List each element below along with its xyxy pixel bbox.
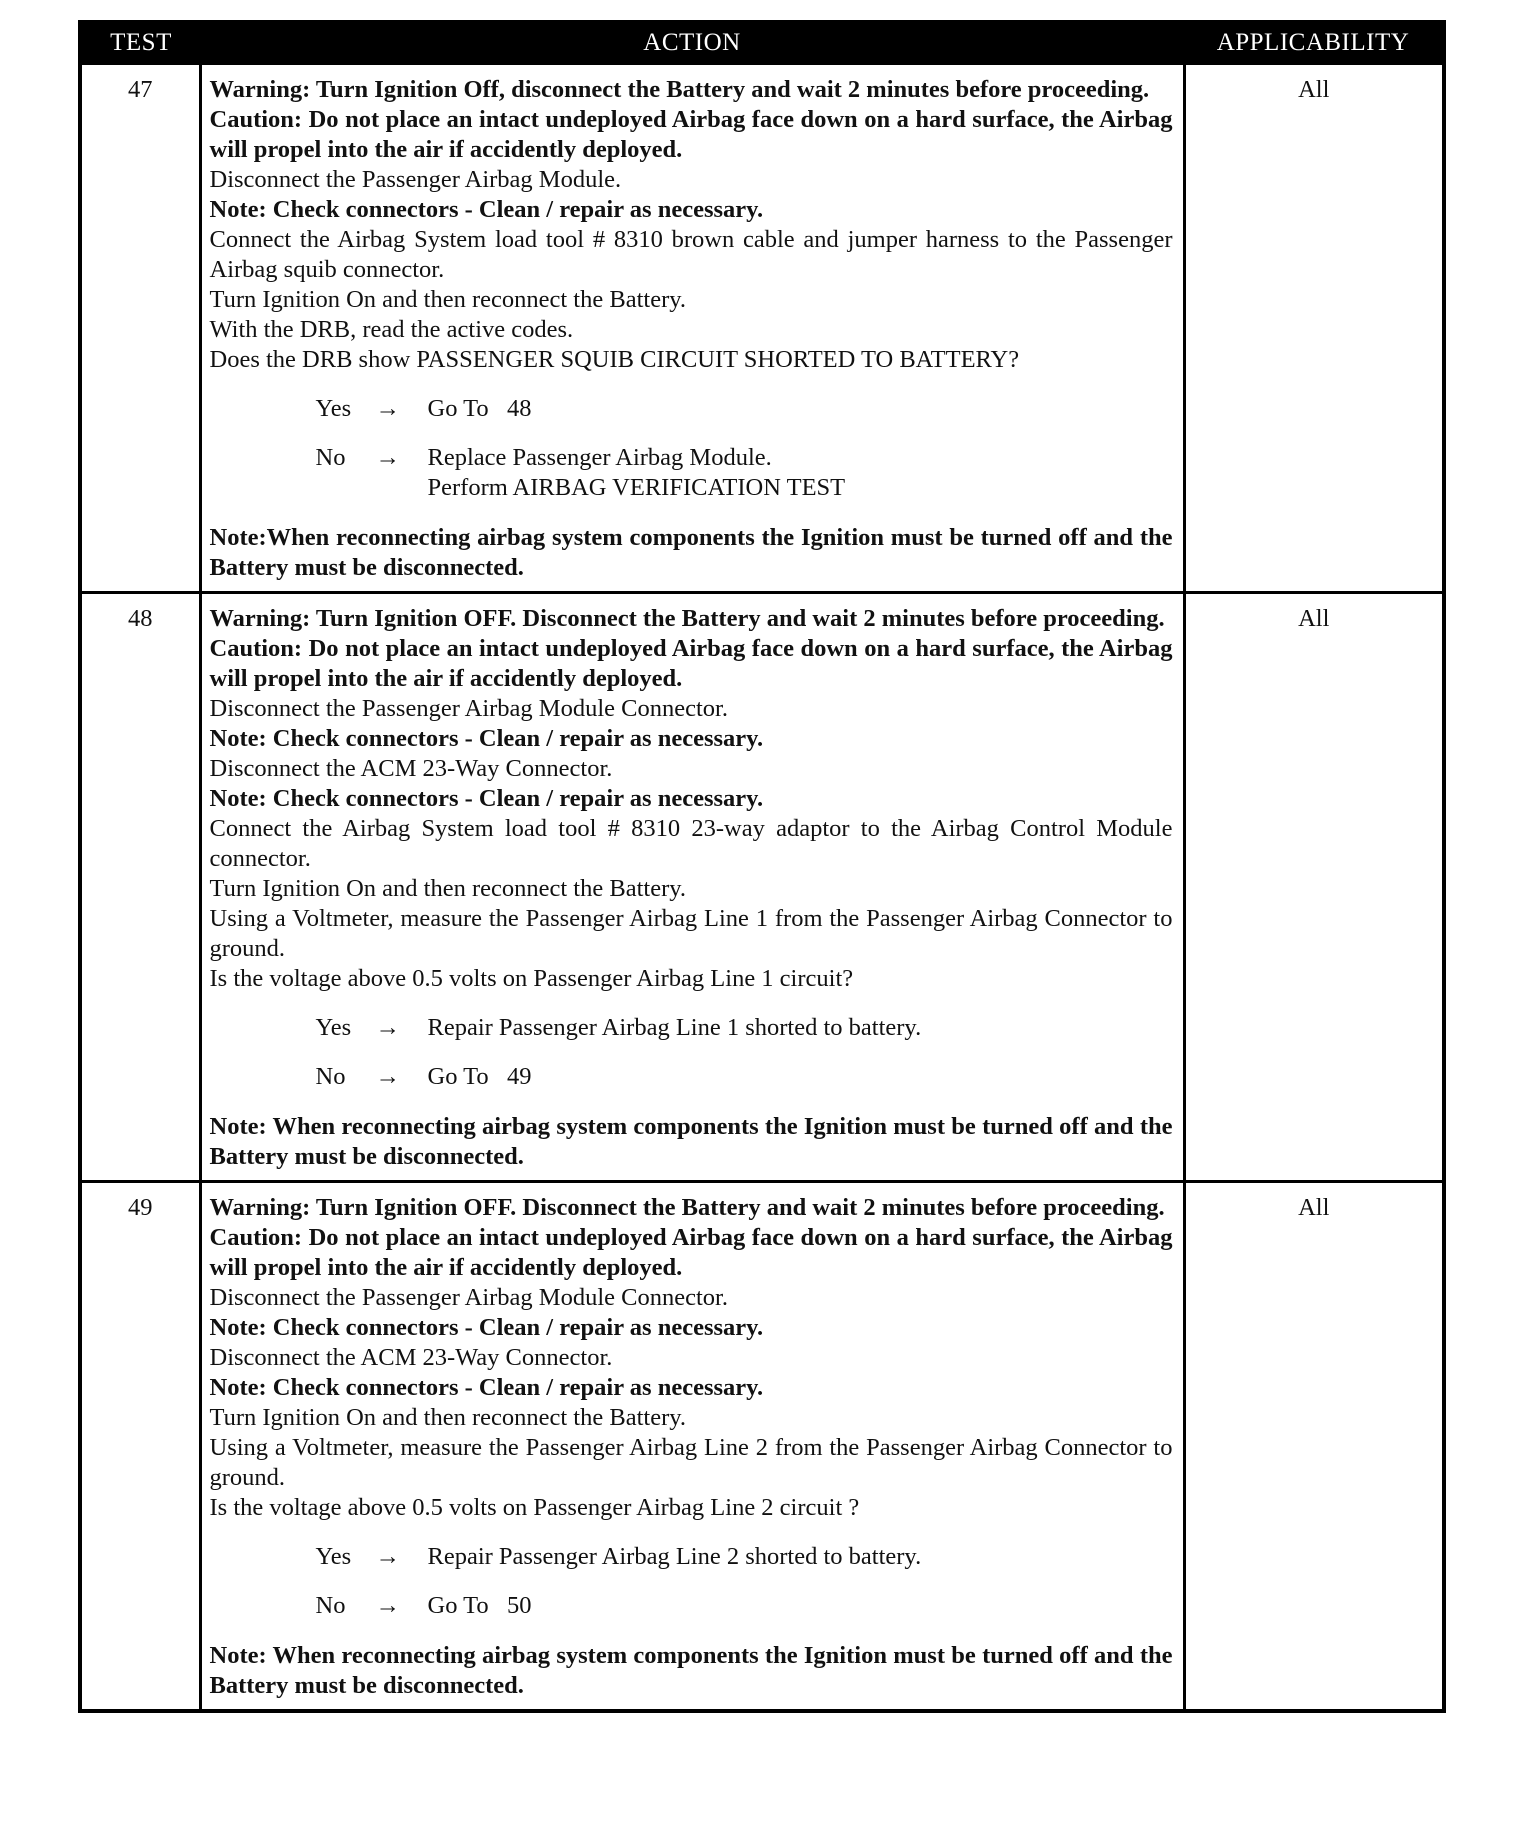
table-header-row [80,22,1444,64]
right-arrow-icon: → [375,1592,400,1619]
table-body [80,64,1444,1712]
decision-branch [316,1013,1173,1043]
action-warning-line: Warning: Turn Ignition OFF. Disconnect the Battery and wait 2 minutes before proceeding. [209,1194,1165,1221]
right-arrow-icon: → [375,444,400,471]
decision-branch [316,443,1173,503]
action-step-line: Connect the Airbag System load tool # 8310 23-way adaptor to the Airbag Control Module connector. [209,815,1173,872]
action-warning-line: Caution: Do not place an intact undeployed Airbag face down on a hard surface, the Airbag will propel into the air if accidently deployed. [209,1224,1173,1281]
applicability-value: All [1184,64,1444,593]
branch-result [428,1542,1173,1572]
branch-result-line: Go To 50 [427,1592,532,1619]
action-warning-line: Note: Check connectors - Clean / repair as necessary. [209,1314,764,1341]
column-header-test: TEST [80,22,200,64]
action-step-line: Is the voltage above 0.5 volts on Passenger Airbag Line 1 circuit? [209,965,854,992]
action-cell [200,64,1184,593]
branch-answer-label: Yes [315,395,352,422]
reconnect-note: Note: When reconnecting airbag system components the Ignition must be turned off and the Battery must be disconnected. [209,1642,1173,1699]
action-step-line: Turn Ignition On and then reconnect the Battery. [209,1404,687,1431]
action-step-line: Disconnect the ACM 23-Way Connector. [209,755,613,782]
action-warning-line: Caution: Do not place an intact undeployed Airbag face down on a hard surface, the Airbag will propel into the air if accidently deployed. [209,635,1173,692]
action-warning-line: Warning: Turn Ignition OFF. Disconnect the Battery and wait 2 minutes before proceeding. [209,605,1165,632]
action-warning-line: Note: Check connectors - Clean / repair as necessary. [209,725,764,752]
test-number: 48 [80,593,200,1182]
table-row [80,593,1444,1182]
action-step-line: Disconnect the Passenger Airbag Module Connector. [209,1284,728,1311]
action-step-line: Does the DRB show PASSENGER SQUIB CIRCUIT SHORTED TO BATTERY? [209,346,1020,373]
test-number: 49 [80,1182,200,1712]
branch-result [428,1591,1173,1621]
branch-result-line: Replace Passenger Airbag Module. [427,444,772,471]
applicability-value: All [1184,593,1444,1182]
branch-result-line: Go To 48 [427,395,532,422]
branch-result-line: Repair Passenger Airbag Line 1 shorted to battery. [427,1014,922,1041]
action-step-line: Disconnect the Passenger Airbag Module Connector. [209,695,728,722]
branch-answer-label: No [315,1592,346,1619]
action-step-line: Connect the Airbag System load tool # 8310 brown cable and jumper harness to the Passenger Airbag squib connector. [209,226,1173,283]
branch-result-line: Perform AIRBAG VERIFICATION TEST [427,474,846,501]
branch-result-line: Repair Passenger Airbag Line 2 shorted to battery. [427,1543,922,1570]
right-arrow-icon: → [375,1014,400,1041]
action-step-line: Turn Ignition On and then reconnect the Battery. [209,286,687,313]
right-arrow-icon: → [375,1063,400,1090]
right-arrow-icon: → [375,395,400,422]
action-warning-line: Note: Check connectors - Clean / repair as necessary. [209,196,764,223]
decision-branch [316,394,1173,424]
decision-branch [316,1062,1173,1092]
applicability-value: All [1184,1182,1444,1712]
action-warning-line: Note: Check connectors - Clean / repair as necessary. [209,785,764,812]
branch-answer-label: No [315,1063,346,1090]
branch-result [428,1013,1173,1043]
diagnostic-procedure-page [78,20,1442,1713]
action-step-line: Using a Voltmeter, measure the Passenger Airbag Line 2 from the Passenger Airbag Connector to ground. [209,1434,1173,1491]
branch-answer-label: Yes [315,1543,352,1570]
action-step-line: Disconnect the ACM 23-Way Connector. [209,1344,613,1371]
table-row [80,64,1444,593]
right-arrow-icon: → [375,1543,400,1570]
action-step-line: Using a Voltmeter, measure the Passenger Airbag Line 1 from the Passenger Airbag Connector to ground. [209,905,1173,962]
action-warning-line: Caution: Do not place an intact undeployed Airbag face down on a hard surface, the Airbag will propel into the air if accidently deployed. [209,106,1173,163]
decision-branch [316,1591,1173,1621]
column-header-applicability: APPLICABILITY [1184,22,1444,64]
column-header-action: ACTION [200,22,1184,64]
table-row [80,1182,1444,1712]
branch-answer-label: No [315,444,346,471]
branch-result [428,394,1173,424]
test-number: 47 [80,64,200,593]
action-step-line: Is the voltage above 0.5 volts on Passenger Airbag Line 2 circuit ? [209,1494,860,1521]
action-step-line: With the DRB, read the active codes. [209,316,574,343]
diagnostic-test-table [78,20,1446,1713]
branch-result [428,1062,1173,1092]
action-step-line: Turn Ignition On and then reconnect the Battery. [209,875,687,902]
action-step-line: Disconnect the Passenger Airbag Module. [209,166,622,193]
action-warning-line: Note: Check connectors - Clean / repair as necessary. [209,1374,764,1401]
branch-answer-label: Yes [315,1014,352,1041]
action-cell [200,1182,1184,1712]
reconnect-note: Note: When reconnecting airbag system components the Ignition must be turned off and the Battery must be disconnected. [209,1113,1173,1170]
branch-result [428,443,1173,503]
branch-result-line: Go To 49 [427,1063,532,1090]
action-cell [200,593,1184,1182]
action-warning-line: Warning: Turn Ignition Off, disconnect the Battery and wait 2 minutes before proceeding. [209,76,1150,103]
reconnect-note: Note:When reconnecting airbag system components the Ignition must be turned off and the Battery must be disconnected. [209,524,1173,581]
decision-branch [316,1542,1173,1572]
